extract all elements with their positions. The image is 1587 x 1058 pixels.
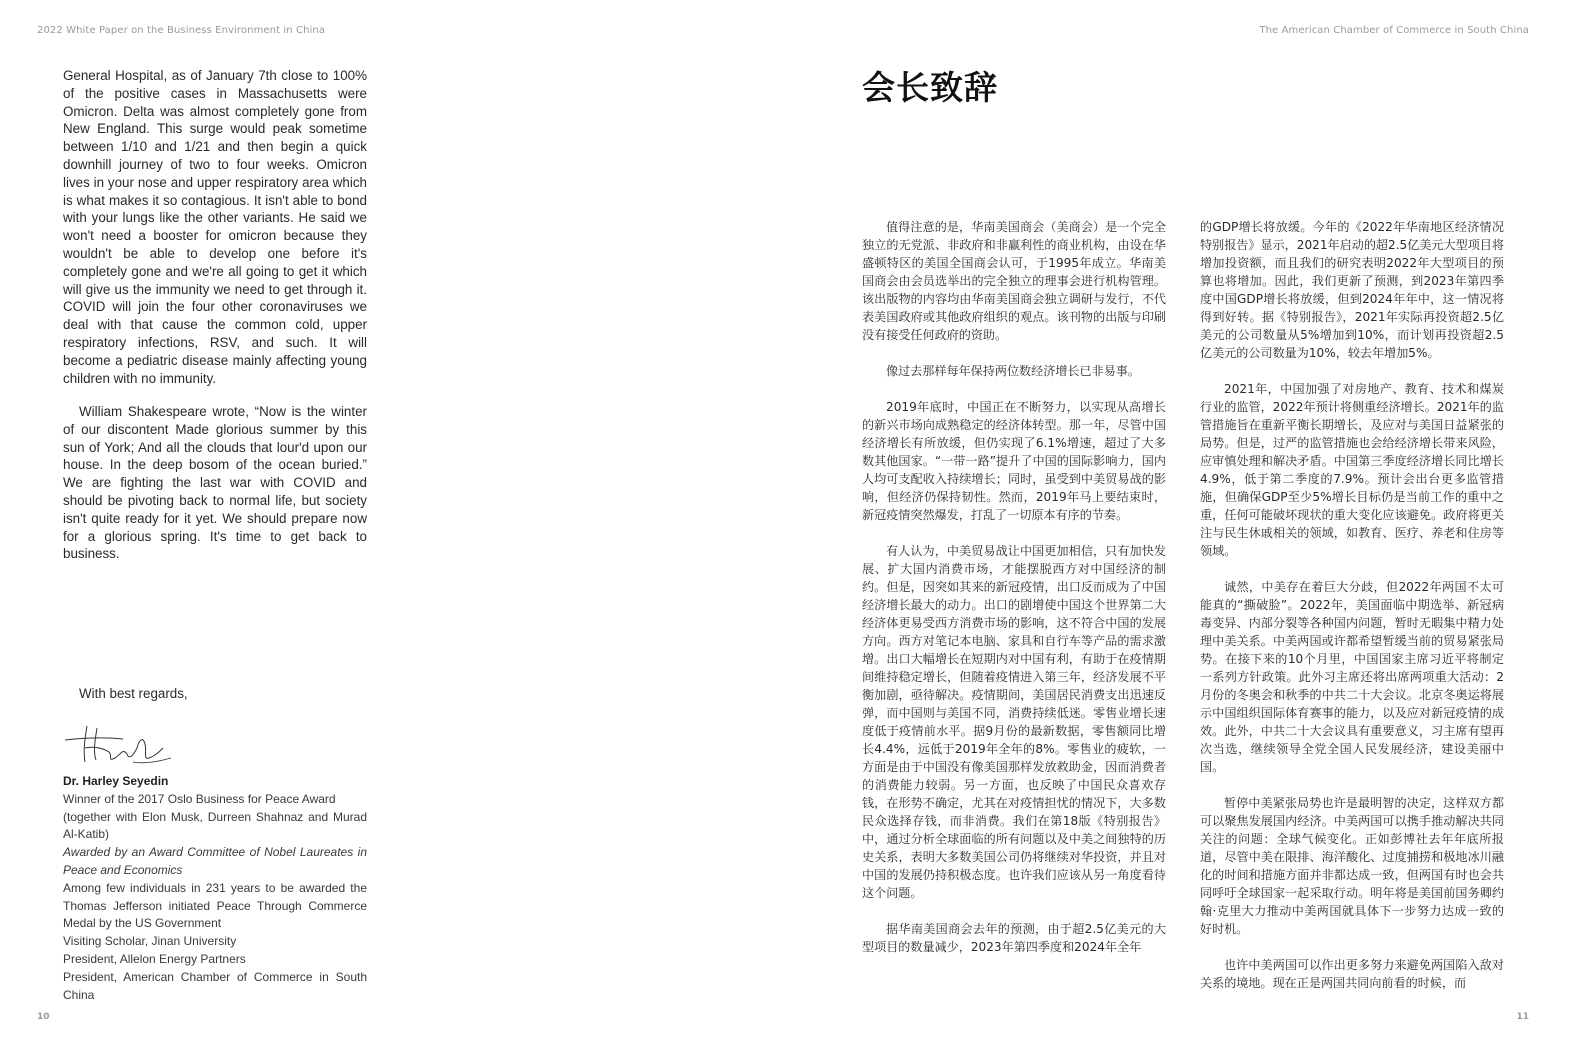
- page-title: 会长致辞: [862, 68, 998, 107]
- closing-regards: With best regards,: [79, 686, 188, 701]
- bio-line: (together with Elon Musk, Durreen Shahnaz and Murad Al-Katib): [63, 809, 367, 842]
- chinese-paragraph: 有人认为，中美贸易战让中国更加相信，只有加快发展、扩大国内消费市场，才能摆脱西方对中国经济的制约。但是，因突如其来的新冠疫情，出口反而成为了中国经济增长最大的动力。出口的剧增使中国这个世界第二大经济体更易受西方消费市场的影响，这不符合中国的发展方向。西方对笔记本电脑、家具和自行车等产品的需求激增。出口大幅增长在短期内对中国有利，有助于在疫情期间维持稳定增长，但随着疫情进入第三年，经济发展不平衡加剧，亟待解决。疫情期间，美国居民消费支出迅速反弹，而中国则与美国不同，消费持续低迷。零售业增长速度低于疫情前水平。据9月份的最新数据，零售额同比增长4.4%，远低于2019年全年的8%。零售业的疲软，一方面是由于中国没有像美国那样发放救助金，因而消费者的消费能力较弱。另一方面，也反映了中国民众喜欢存钱，在形势不确定，尤其在对疫情担忧的情况下，大多数民众选择存钱，而非消费。我们在第18版《特别报告》中，通过分析全球面临的所有问题以及中美之间独特的历史关系，表明大多数美国公司仍将继续对华投资，并且对中国的发展仍持积极态度。也许我们应该从另一角度看待这个问题。: [862, 544, 1166, 900]
- running-header-left: 2022 White Paper on the Business Environment in China: [37, 25, 326, 36]
- author-bio: [63, 773, 367, 1004]
- bio-line: Winner of the 2017 Oslo Business for Peace Award: [63, 791, 336, 806]
- chinese-paragraph: 暂停中美紧张局势也许是最明智的决定，这样双方都可以聚焦发展国内经济。中美两国可以携手推动解决共同关注的问题：全球气候变化。正如彭博社去年年底所报道，尽管中美在限排、海洋酸化、过度捕捞和极地冰川融化的时间和措施方面并非都达成一致，但两国有时也会共同呼吁全球国家一起采取行动。明年将是美国前国务卿约翰·克里大力推动中美两国就具体下一步努力达成一致的好时机。: [1200, 796, 1504, 936]
- author-name: Dr. Harley Seyedin: [63, 774, 169, 788]
- chinese-paragraph: 2021年，中国加强了对房地产、教育、技术和煤炭行业的监管，2022年预计将侧重经济增长。2021年的监管措施旨在重新平衡长期增长，及应对与美国日益紧张的局势。但是，过严的监管措施也会给经济增长带来风险，应审慎处理和解决矛盾。中国第三季度经济增长同比增长4.9%，低于第二季度的7.9%。预计会出台更多监管措施，但确保GDP至少5%增长目标仍是当前工作的重中之重，任何可能破坏现状的重大变化应该避免。政府将更关注与民生休戚相关的领域，如教育、医疗、养老和住房等领域。: [1200, 382, 1504, 558]
- chinese-paragraph: 2019年底时，中国正在不断努力，以实现从高增长的新兴市场向成熟稳定的经济体转型。那一年，尽管中国经济增长有所放缓，但仍实现了6.1%增速，超过了大多数其他国家。“一带一路”提升了中国的国际影响力，国内人均可支配收入持续增长；同时，虽受到中美贸易战的影响，但经济仍保持韧性。然而，2019年马上要结束时，新冠疫情突然爆发，打乱了一切原本有序的节奏。: [862, 400, 1166, 522]
- english-column-quote: [63, 403, 367, 563]
- chinese-paragraph: 像过去那样每年保持两位数经济增长已非易事。: [886, 364, 1140, 378]
- bio-line: Visiting Scholar, Jinan University: [63, 934, 237, 949]
- english-column-top: [63, 67, 367, 387]
- english-paragraph: General Hospital, as of January 7th close to 100% of the positive cases in Massachusetts were Omicron. Delta was almost completely gone from New England. This surge would peak sometime between 1/10 and 1/21 and then begin a quick downhill journey of two to four weeks. Omicron lives in your nose and upper respiratory area which is what makes it so contagious. It isn't able to bond with your lungs like the other variants. He said we won't need a booster for omicron because they wouldn't be able to develop one before it's completely gone and we're all going to get it which will give us the immunity we need to get through it. COVID will join the four other coronaviruses we deal with that cause the common cold, upper respiratory infections, RSV, and such. It will become a pediatric disease mainly affecting young children with no immunity.: [63, 68, 367, 386]
- english-paragraph: William Shakespeare wrote, “Now is the winter of our discontent Made glorious summer by this sun of York; And all the clouds that lour'd upon our house. In the deep bosom of the ocean buried.” We are fighting the last war with COVID and should be pivoting back to normal life, but society isn't quite ready for it yet. We should prepare now for a glorious spring. It's time to get back to business.: [63, 404, 367, 562]
- bio-line: Awarded by an Award Committee of Nobel Laureates in Peace and Economics: [63, 845, 367, 877]
- chinese-column-right: [1200, 218, 1504, 1010]
- chinese-paragraph: 值得注意的是，华南美国商会（美商会）是一个完全独立的无党派、非政府和非赢利性的商业机构，由设在华盛顿特区的美国全国商会认可，于1995年成立。华南美国商会由会员选举出的完全独立的理事会进行机构管理。该出版物的内容均由华南美国商会独立调研与发行，不代表美国政府或其他政府组织的观点。该刊物的出版与印刷没有接受任何政府的资助。: [862, 220, 1166, 342]
- bio-line: President, American Chamber of Commerce in South China: [63, 969, 367, 1002]
- chinese-paragraph: 也许中美两国可以作出更多努力来避免两国陷入敌对关系的境地。现在正是两国共同向前看的时候，而: [1200, 958, 1504, 990]
- page-number-left: 10: [37, 1012, 50, 1022]
- bio-line: Among few individuals in 231 years to be awarded the Thomas Jefferson initiated Peace Through Commerce Medal by the US Government: [63, 880, 367, 931]
- page-number-right: 11: [1516, 1012, 1529, 1022]
- bio-line: President, Allelon Energy Partners: [63, 951, 246, 966]
- signature-image: [63, 718, 173, 768]
- chinese-paragraph: 据华南美国商会去年的预测，由于超2.5亿美元的大型项目的数量减少，2023年第四季度和2024年全年: [862, 922, 1166, 954]
- chinese-paragraph: 的GDP增长将放缓。今年的《2022年华南地区经济情况特别报告》显示，2021年启动的超2.5亿美元大型项目将增加投资额，而且我们的研究表明2022年大型项目的预算也将增加。因此，我们更新了预测，到2023年第四季度中国GDP增长将放缓，但到2024年年中，这一情况将得到好转。据《特别报告》，2021年实际再投资超2.5亿美元的公司数量从5%增加到10%，而计划再投资超2.5亿美元的公司数量为10%，较去年增加5%。: [1200, 220, 1504, 360]
- running-header-right: The American Chamber of Commerce in South China: [1259, 25, 1529, 36]
- chinese-column-left: [862, 218, 1166, 974]
- chinese-paragraph: 诚然，中美存在着巨大分歧，但2022年两国不太可能真的“撕破脸”。2022年，美国面临中期选举、新冠病毒变异、内部分裂等各种国内问题，暂时无暇集中精力处理中美关系。中美两国或许都希望暂缓当前的贸易紧张局势。在接下来的10个月里，中国国家主席习近平将制定一系列方针政策。此外习主席还将出席两项重大活动：2月份的冬奥会和秋季的中共二十大会议。北京冬奥运将展示中国组织国际体育赛事的能力，以及应对新冠疫情的成效。此外，中共二十大会议具有重要意义，习主席有望再次当选，继续领导全党全国人民发展经济，建设美丽中国。: [1200, 580, 1504, 774]
